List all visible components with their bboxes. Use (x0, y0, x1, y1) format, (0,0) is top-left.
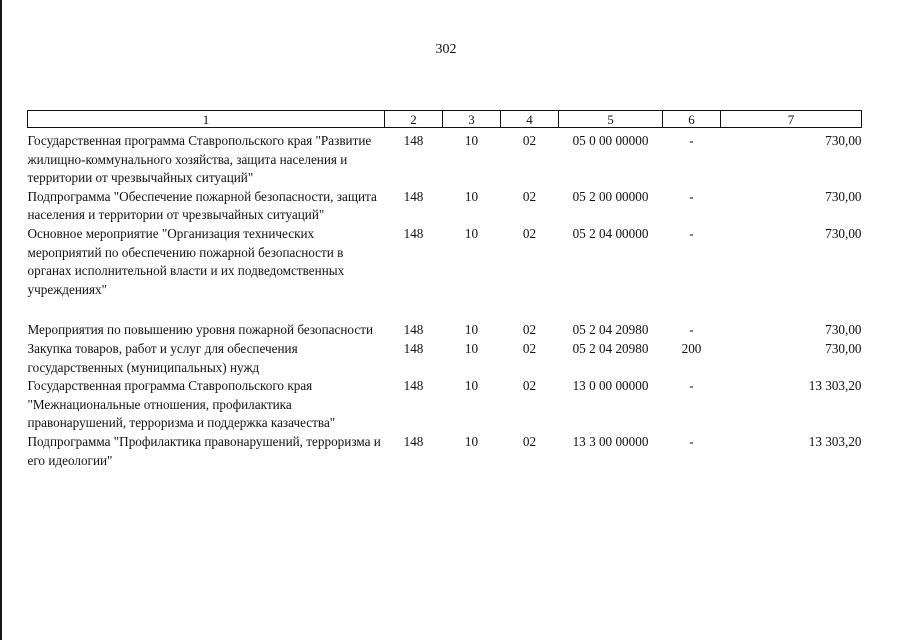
table-row (28, 188, 862, 225)
row-code-4: 02 (522, 340, 537, 356)
row-code-4: 02 (522, 378, 537, 394)
row-code-2: 148 (403, 322, 424, 338)
header-col-6: 6 (663, 111, 721, 128)
row-code-3: 10 (464, 133, 479, 148)
row-sum: 730,00 (825, 340, 862, 356)
header-col-1: 1 (28, 111, 385, 128)
row-name: Подпрограмма "Профилактика правонарушений, терроризма и его идеологии" (27, 433, 381, 468)
row-code-5: 05 2 00 00000 (572, 188, 649, 204)
row-code-6: - (689, 188, 694, 204)
row-code-3: 10 (464, 378, 479, 394)
row-code-5: 05 2 04 20980 (572, 340, 649, 356)
row-code-6: - (689, 225, 694, 241)
row-sum: 730,00 (825, 188, 862, 204)
row-code-2: 148 (403, 188, 424, 204)
row-code-3: 10 (464, 225, 479, 241)
row-name: Подпрограмма "Обеспечение пожарной безопасности, защита населения и территории от чрезвычайных ситуаций" (27, 188, 377, 223)
row-code-6: - (689, 133, 694, 148)
row-code-6: - (689, 378, 694, 394)
table-row (28, 340, 862, 377)
row-sum: 13 303,20 (808, 378, 862, 394)
table-row (28, 433, 862, 470)
row-code-5: 05 2 04 20980 (572, 322, 649, 338)
row-name: Государственная программа Ставропольского края "Развитие жилищно-коммунального хозяйства, защита населения и территории от чрезвычайных ситуаций" (27, 133, 372, 186)
row-code-2: 148 (403, 133, 424, 148)
row-sum: 730,00 (825, 133, 862, 148)
row-code-5: 13 0 00 00000 (572, 378, 649, 394)
row-code-2: 148 (403, 340, 424, 356)
header-col-7: 7 (721, 111, 862, 128)
header-col-5: 5 (559, 111, 663, 128)
row-code-6: - (689, 433, 694, 449)
row-code-6: 200 (681, 340, 702, 356)
row-code-4: 02 (522, 133, 537, 148)
table-spacer-row (28, 299, 862, 321)
row-code-4: 02 (522, 322, 537, 338)
row-code-3: 10 (464, 340, 479, 356)
header-col-2: 2 (385, 111, 443, 128)
page-number: 302 (435, 42, 457, 57)
row-code-2: 148 (403, 225, 424, 241)
budget-table (27, 110, 862, 470)
header-col-4: 4 (501, 111, 559, 128)
row-code-5: 13 3 00 00000 (572, 433, 649, 449)
table-row (28, 225, 862, 299)
row-sum: 730,00 (825, 322, 862, 338)
row-sum: 13 303,20 (808, 433, 862, 449)
row-sum: 730,00 (825, 225, 862, 241)
header-col-3: 3 (443, 111, 501, 128)
table-row (28, 377, 862, 433)
row-name: Закупка товаров, работ и услуг для обеспечения государственных (муниципальных) нужд (27, 340, 298, 375)
row-code-4: 02 (522, 433, 537, 449)
row-name: Мероприятия по повышению уровня пожарной безопасности (27, 322, 374, 338)
table-row (28, 321, 862, 340)
row-code-2: 148 (403, 378, 424, 394)
spacer-cell (28, 299, 862, 321)
row-code-4: 02 (522, 188, 537, 204)
row-name: Государственная программа Ставропольского края "Межнациональные отношения, профилактика правонарушений, терроризма и поддержка казачества" (27, 378, 336, 431)
row-code-6: - (689, 322, 694, 338)
row-code-5: 05 0 00 00000 (572, 133, 649, 148)
row-code-2: 148 (403, 433, 424, 449)
row-name: Основное мероприятие "Организация технических мероприятий по обеспечению пожарной безопасности в органах исполнительной власти и их подведомственных учреждениях" (27, 225, 345, 297)
row-code-5: 05 2 04 00000 (572, 225, 649, 241)
table-header-row (28, 111, 862, 128)
row-code-4: 02 (522, 225, 537, 241)
row-code-3: 10 (464, 322, 479, 338)
row-code-3: 10 (464, 433, 479, 449)
page-left-border (0, 0, 2, 640)
row-code-3: 10 (464, 188, 479, 204)
table-row (28, 128, 862, 188)
